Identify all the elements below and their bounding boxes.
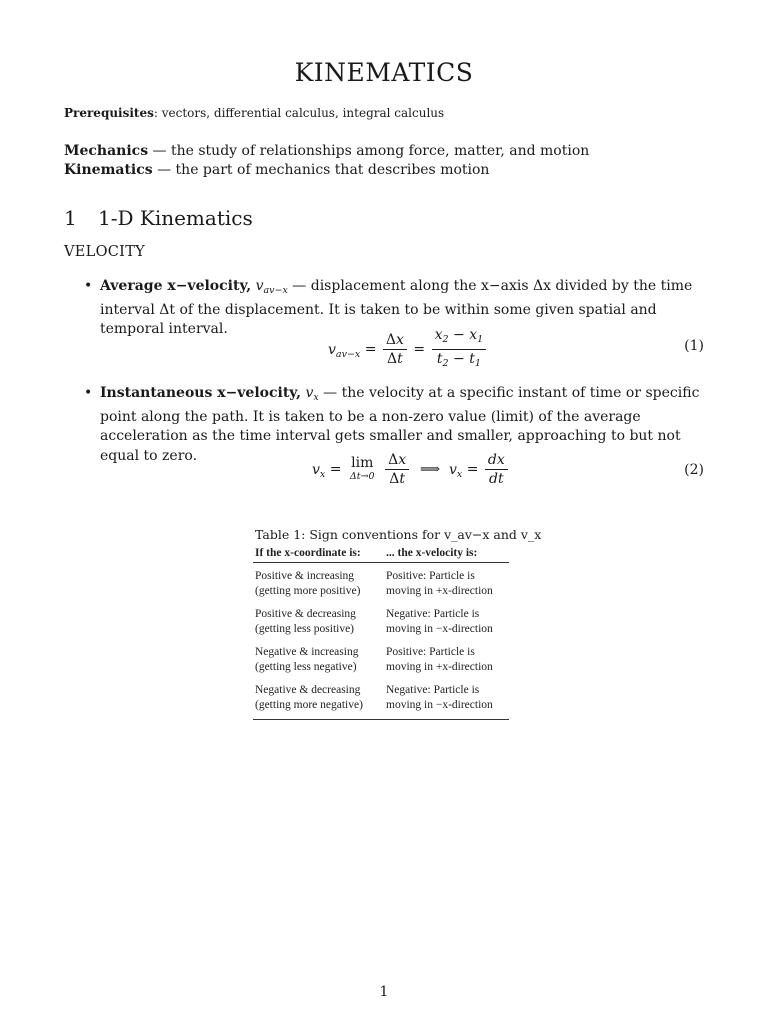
table-header	[253, 545, 509, 563]
equation-2: $v_x = \lim$ Δt→0 $\frac{\Delta x}{\Delta t}$ ⟹ $v_x$ = $\frac{dx}{dt}$	[312, 451, 510, 488]
document-title: KINEMATICS	[294, 58, 474, 87]
bullet-symbol: $v_{av-x}$	[255, 278, 288, 296]
table-row	[253, 601, 509, 639]
definition-text: — the part of mechanics that describes motion	[152, 162, 490, 178]
table-cell: Negative & increasing	[255, 646, 359, 658]
table-header-cell: If the x-coordinate is:	[255, 547, 361, 559]
table-bottom-rule	[253, 719, 509, 720]
equation-number-1: (1)	[684, 338, 704, 354]
definitions	[64, 142, 589, 180]
definition-term: Kinematics	[64, 162, 153, 178]
subsection-heading: VELOCITY	[64, 244, 146, 260]
table-cell: Negative: Particle is	[386, 608, 480, 620]
table-cell: Positive & increasing	[255, 570, 355, 582]
table-row	[253, 639, 509, 677]
table-header-cell: ... the x-velocity is:	[386, 547, 478, 559]
table-cell: Positive: Particle is	[386, 646, 475, 658]
table-cell: moving in −x-direction	[386, 699, 493, 711]
table-cell: (getting less negative)	[255, 661, 357, 673]
bullet-text: — the velocity at a specific instant of time or specific point along the path. It is taken to be a non-zero value (limit) of the average acceleration as the time interval gets smaller and smaller, approaching to but not equal to zero.	[100, 385, 700, 464]
table-row	[253, 563, 509, 601]
table-cell: Negative: Particle is	[386, 684, 480, 696]
definition-kinematics	[64, 161, 589, 180]
table-cell: moving in +x-direction	[386, 661, 493, 673]
definition-text: — the study of relationships among force, matter, and motion	[148, 143, 590, 159]
section-title: 1-D Kinematics	[98, 206, 253, 230]
section-number: 1	[64, 206, 77, 230]
sign-convention-table	[253, 545, 509, 720]
bullet-term: Average x−velocity,	[100, 278, 252, 294]
table-row	[253, 677, 509, 715]
prerequisites-label: Prerequisites	[64, 106, 154, 120]
table-cell: (getting more positive)	[255, 585, 361, 597]
prerequisites-text: : vectors, differential calculus, integral calculus	[153, 106, 445, 120]
table-cell: Negative & decreasing	[255, 684, 361, 696]
equation-number-2: (2)	[684, 462, 704, 478]
bullet-dot: •	[84, 385, 93, 401]
table-cell: Positive: Particle is	[386, 570, 475, 582]
table-cell: Positive & decreasing	[255, 608, 356, 620]
bullet-text: — displacement along the x−axis Δx divided by the time interval Δt of the displacement. It is taken to be within some given spatial and temporal interval.	[100, 278, 693, 337]
table-cell: (getting more negative)	[255, 699, 363, 711]
equation-1: $v_{av-x}$ = $\frac{\Delta x}{\Delta t}$ = $\frac{x_2 - x_1}{t_2 - t_1}$	[328, 326, 488, 373]
bullet-symbol: $v_x$	[305, 385, 319, 403]
prerequisites-line	[64, 106, 444, 120]
bullet-dot: •	[84, 278, 93, 294]
table-caption: Table 1: Sign conventions for v_av−x and v_x	[255, 527, 542, 542]
section-heading	[64, 206, 253, 230]
definition-term: Mechanics	[64, 143, 149, 159]
bullet-term: Instantaneous x−velocity,	[100, 385, 301, 401]
table-cell: moving in −x-direction	[386, 623, 493, 635]
page-number: 1	[379, 984, 389, 1000]
table-cell: moving in +x-direction	[386, 585, 493, 597]
definition-mechanics	[64, 142, 589, 161]
table-cell: (getting less positive)	[255, 623, 355, 635]
